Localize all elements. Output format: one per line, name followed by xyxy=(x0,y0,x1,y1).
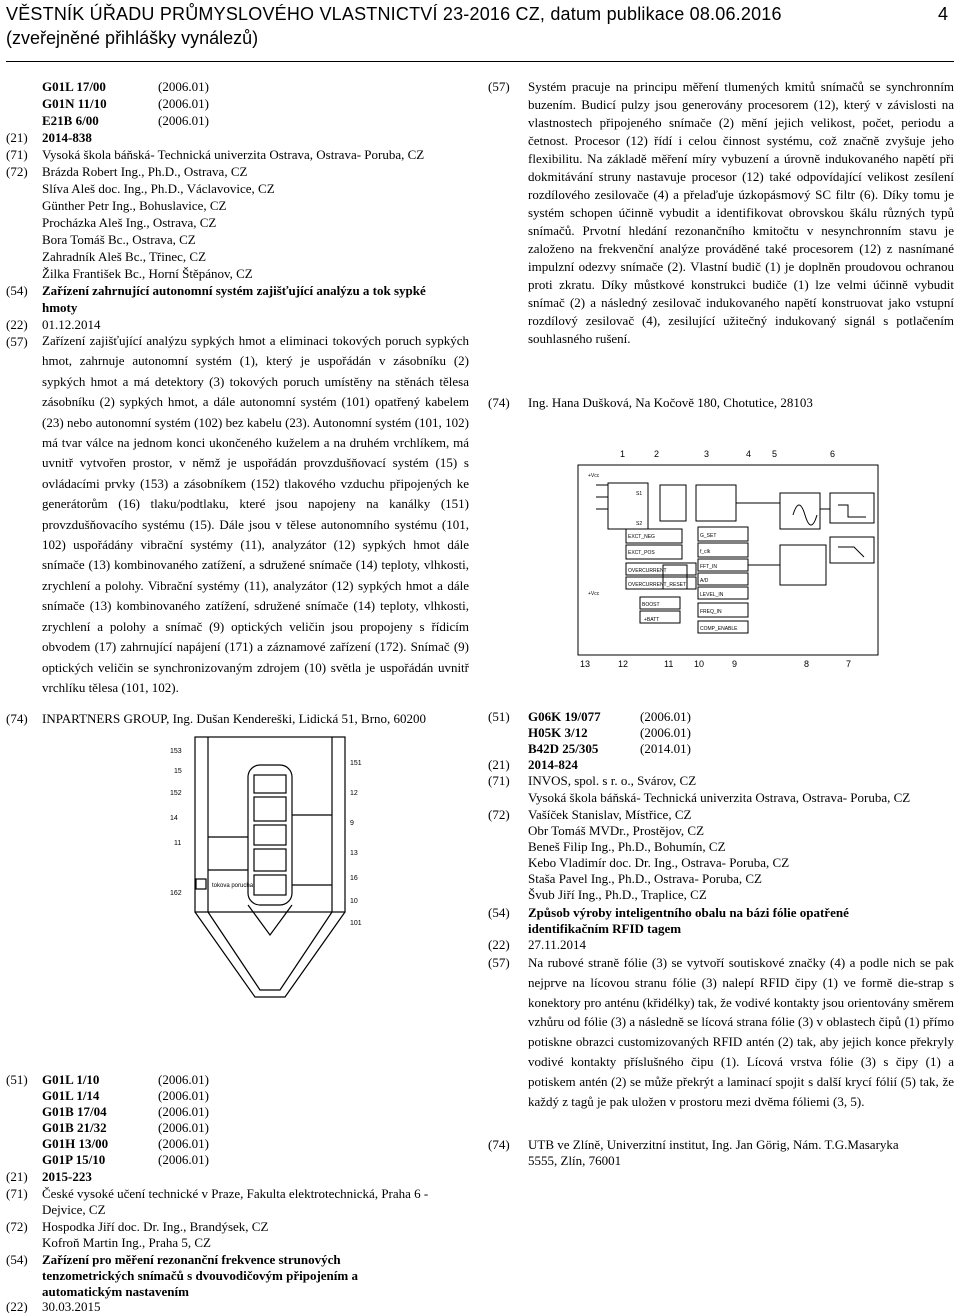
ipc-version: (2006.01) xyxy=(158,1120,209,1135)
figure-label: 16 xyxy=(350,875,358,882)
page-number: 4 xyxy=(937,4,948,24)
applicant: INVOS, spol. s r. o., Svárov, CZ xyxy=(528,773,697,788)
ipc-code: G01H 13/00 xyxy=(42,1136,109,1151)
inventor: Obr Tomáš MVDr., Prostějov, CZ xyxy=(528,823,705,838)
inventor: Brázda Robert Ing., Ph.D., Ostrava, CZ xyxy=(42,164,248,179)
figure-caption: tokova porucha xyxy=(212,883,254,889)
circuit-figure xyxy=(568,445,896,670)
applicant: Dejvice, CZ xyxy=(42,1202,106,1217)
ipc-version: (2006.01) xyxy=(158,79,209,94)
block-label: FREQ_IN xyxy=(700,609,722,615)
block-label: FFT_IN xyxy=(700,564,717,570)
attorney: 5555, Zlín, 76001 xyxy=(528,1153,622,1168)
inventor: Švub Jiří Ing., Ph.D., Traplice, CZ xyxy=(528,887,707,902)
bulletin-title: VĚSTNÍK ÚŘADU PRŮMYSLOVÉHO VLASTNICTVÍ 23-2016 CZ, datum publikace 08.06.2016 xyxy=(6,4,782,24)
field-code: (21) xyxy=(6,130,28,145)
ipc-version: (2006.01) xyxy=(158,1152,209,1167)
block-label: EXCT_POS xyxy=(628,550,655,556)
ipc-version: (2006.01) xyxy=(158,1104,209,1119)
ipc-code: G01L 1/10 xyxy=(42,1072,100,1087)
block-label: f_clk xyxy=(700,549,711,555)
figure-label: +Vcc xyxy=(588,591,600,597)
inventor: Kofroň Martin Ing., Praha 5, CZ xyxy=(42,1235,211,1250)
application-number: 2014-824 xyxy=(528,757,578,772)
inventor: Beneš Filip Ing., Ph.D., Bohumín, CZ xyxy=(528,839,726,854)
invention-title: Zařízení pro měření rezonanční frekvence strunových xyxy=(42,1252,341,1267)
figure-label: 13 xyxy=(350,850,358,857)
invention-title: hmoty xyxy=(42,300,78,315)
block-label: LEVEL_IN xyxy=(700,592,724,598)
ipc-code: G01L 1/14 xyxy=(42,1088,100,1103)
field-code: (74) xyxy=(488,395,510,410)
field-code: (21) xyxy=(6,1169,28,1184)
invention-title: identifikačním RFID tagem xyxy=(528,921,682,936)
invention-title: tenzometrických snímačů s dvouvodičovým připojením a xyxy=(42,1268,358,1283)
field-code: (72) xyxy=(6,1219,28,1234)
ipc-code: G01L 17/00 xyxy=(42,79,106,94)
figure-label: 2 xyxy=(654,449,660,459)
figure-label: 15 xyxy=(174,768,182,775)
ipc-version: (2006.01) xyxy=(158,96,209,111)
applicant: Vysoká škola báňská- Technická univerzita Ostrava, Ostrava- Poruba, CZ xyxy=(42,147,425,162)
applicant: Vysoká škola báňská- Technická univerzita Ostrava, Ostrava- Poruba, CZ xyxy=(528,790,911,805)
field-code: (51) xyxy=(6,1072,28,1087)
field-code: (71) xyxy=(488,773,510,788)
ipc-version: (2006.01) xyxy=(158,1088,209,1103)
figure-label: S1 xyxy=(636,491,643,497)
field-code: (57) xyxy=(6,334,28,349)
block-label: OVERCURRENT_RESET xyxy=(628,582,687,588)
application-number: 2015-223 xyxy=(42,1169,92,1184)
figure-label: 11 xyxy=(664,659,674,669)
block-label: EXCT_NEG xyxy=(628,534,655,540)
field-code: (51) xyxy=(488,709,510,724)
field-code: (22) xyxy=(6,1299,28,1313)
ipc-code: G01P 15/10 xyxy=(42,1152,106,1167)
figure-label: 10 xyxy=(350,898,358,905)
ipc-code: G01B 21/32 xyxy=(42,1120,107,1135)
figure-label: 9 xyxy=(732,659,738,669)
filing-date: 27.11.2014 xyxy=(528,937,587,952)
block-label: BOOST xyxy=(642,602,660,608)
field-code: (71) xyxy=(6,147,28,162)
ipc-code: E21B 6/00 xyxy=(42,113,99,128)
attorney: INPARTNERS GROUP, Ing. Dušan Kendereški, Lidická 51, Brno, 60200 xyxy=(42,711,427,726)
figure-label: 9 xyxy=(350,820,354,827)
inventor: Vašíček Stanislav, Místřice, CZ xyxy=(528,807,692,822)
inventor: Slíva Aleš doc. Ing., Ph.D., Václavovice, CZ xyxy=(42,181,275,196)
inventor: Bora Tomáš Bc., Ostrava, CZ xyxy=(42,232,196,247)
figure-label: 5 xyxy=(772,449,778,459)
field-code: (54) xyxy=(6,283,28,298)
inventor: Hospodka Jiří doc. Dr. Ing., Brandýsek, CZ xyxy=(42,1219,269,1234)
attorney: Ing. Hana Dušková, Na Kočově 180, Chotutice, 28103 xyxy=(528,395,813,410)
inventor: Procházka Aleš Ing., Ostrava, CZ xyxy=(42,215,217,230)
block-label: COMP_ENABLE xyxy=(700,626,738,632)
figure-label: 10 xyxy=(694,659,705,669)
inventor: Kebo Vladimír doc. Dr. Ing., Ostrava- Poruba, CZ xyxy=(528,855,790,870)
figure-label: 153 xyxy=(170,748,182,755)
field-code: (72) xyxy=(6,164,28,179)
bulletin-subtitle: (zveřejněné přihlášky vynálezů) xyxy=(6,28,259,48)
field-code: (22) xyxy=(6,317,28,332)
field-code: (22) xyxy=(488,937,510,952)
ipc-version: (2006.01) xyxy=(640,709,691,724)
figure-label: 13 xyxy=(580,659,591,669)
figure-label: S2 xyxy=(636,521,643,527)
inventor: Žilka František Bc., Horní Štěpánov, CZ xyxy=(42,266,253,281)
abstract: Systém pracuje na principu měření tlumených kmitů snímačů se synchronním buzením. Budicí pulzy jsou generovány procesorem (12), který v závislosti na vlastnostech připojeného snímače (2) mění jejich velikost, počet, periodu a četnost. Procesor (12) řídí i celou činnost systému, což značně zvyšuje jeho flexibilitu. Na základě měření míry vybuzení a úrovně indukovaného napětí při dokmitávání struny nastavuje procesor (12) také odpovídající velikost zesílení rozdílového zesilovače (4) a přelaďuje úzkopásmový SC filtr (6). Díky tomu je systém schopen účinně vybudit a identifikovat obrovskou škálu různých typů snímačů. Prvotní hledání rezonančního kmitočtu v nesynchronním stavu je založeno na frekvenční analýze prováděné také procesorem (12) z nasnímané impulzní odezvy snímače (2). Vlastní budič (1) je doplněn proudovou ochranou proti zkratu. Díky můstkové konstrukci budiče (1) lze velmi účinně vybudit snímač (2) a následný zesilovač indukovaného napětí konstruovat jako vstupní rozdílový zesilovač (4), zesilující užitečný indukovaný signál s potlačením souhlasného rušení. xyxy=(528,79,954,346)
inventor: Zahradník Aleš Bc., Třinec, CZ xyxy=(42,249,207,264)
inventor: Staša Pavel Ing., Ph.D., Ostrava- Poruba, CZ xyxy=(528,871,762,886)
filing-date: 30.03.2015 xyxy=(42,1299,101,1313)
ipc-version: (2006.01) xyxy=(158,1072,209,1087)
figure-label: 1 xyxy=(620,449,626,459)
ipc-code: H05K 3/12 xyxy=(528,725,588,740)
ipc-version: (2006.01) xyxy=(158,113,209,128)
abstract: Zařízení zajišťující analýzu sypkých hmot a eliminaci tokových poruch sypkých hmot, zahrnuje autonomní systém (1), který je uspořádán v zásobníku (2) sypkých hmot a má detektory (3) tokových poruch umístěny na stěnách tělesa zásobníku (2) sypkých hmot, a dále autonomní systém (101) opatřený kabelem (23) nebo autonomní systém (102) bez kabelu (23). Autonomní systém (101, 102) má tvar válce na jednom konci ukončeného kuželem a na druhém vrchlíkem, má uvnitř vytvořen prostor, v němž je uspořádán provzdušňovací systém (15) s ovládacími prvky (153) a zásobníkem (152) tlakového vzduchu připojených ke generátorům (16) tlaku/podtlaku, které jsou napojeny na kanálky (151) provzdušňovacího systému (15). Dále jsou v tělese autonomního systému (101, 102) uspořádány vibrační systémy (11), analyzátor (12) sypkých hmot dále snímače (13) kombinovaného zatížení, a sdružené snímače (14) teploty, vlhkosti, zrychlení a polohy. Vibrační systémy (11), analyzátor (12) sypkých hmot a dále snímače (13) kombinovaného zatížení, sdružené snímače (14) teploty, vlhkosti, zrychlení a polohy a snímač (9) optických veličin jsou propojeny s řídicím obvodem (17) zahrnující napájení (171) a záznamové zařízení (172). Snímač (9) optických veličin se synchronizovaným zdrojem (10) světla je uspořádán uvnitř vrchlíku tělesa (101, 102). xyxy=(42,333,469,695)
block-label: OVERCURRENT xyxy=(628,568,667,574)
field-code: (21) xyxy=(488,757,510,772)
inventor: Günther Petr Ing., Bohuslavice, CZ xyxy=(42,198,227,213)
figure-label: 101 xyxy=(350,920,362,927)
field-code: (72) xyxy=(488,807,510,822)
invention-title: automatickým nastavením xyxy=(42,1284,189,1299)
invention-title: Zařízení zahrnující autonomní systém zajišťující analýzu a tok sypké xyxy=(42,283,426,298)
block-label: G_SET xyxy=(700,533,717,539)
block-label: A/D xyxy=(700,578,709,584)
attorney: UTB ve Zlíně, Univerzitní institut, Ing. Jan Görig, Nám. T.G.Masaryka xyxy=(528,1137,899,1152)
figure-label: 4 xyxy=(746,449,752,459)
filing-date: 01.12.2014 xyxy=(42,317,101,332)
field-code: (54) xyxy=(488,905,510,920)
application-number: 2014-838 xyxy=(42,130,92,145)
figure-label: 11 xyxy=(174,840,182,847)
field-code: (54) xyxy=(6,1252,28,1267)
ipc-code: G06K 19/077 xyxy=(528,709,601,724)
ipc-version: (2006.01) xyxy=(158,1136,209,1151)
invention-title: Způsob výroby inteligentního obalu na bázi fólie opatřené xyxy=(528,905,849,920)
ipc-version: (2014.01) xyxy=(640,741,691,756)
figure-label: 151 xyxy=(350,760,362,767)
field-code: (71) xyxy=(6,1186,28,1201)
figure-label: 7 xyxy=(846,659,852,669)
silo-figure xyxy=(150,735,390,1005)
field-code: (57) xyxy=(488,955,510,970)
figure-label: +BATT xyxy=(644,617,660,623)
field-code: (74) xyxy=(488,1137,510,1152)
figure-label: 152 xyxy=(170,790,182,797)
figure-label: 3 xyxy=(704,449,710,459)
figure-label: 8 xyxy=(804,659,810,669)
ipc-code: G01N 11/10 xyxy=(42,96,107,111)
abstract: Na rubové straně fólie (3) se vytvoří soutiskové značky (4) a podle nich se pak nejprve na lícovou stranu fólie (3) nalepí RFID čipy (1) ve formě die-strap s konektory pro anténu (křidélky) tak, že vodivé kontakty jsou orientovány směrem vzhůru od fólie (3) a následně se lícová strana fólie (3) v oblastech čipů (1) přímo potiskne obrazci customizovaných RFID antén (2) tak, aby jejich konce překryly vodivé kontakty příslušného čipu (1). Lícová vrstva fólie (3) s čipy (1) a potiskem antén (2) se může překrýt a laminací spojit s další krycí fólií (5) tak, že každý z tagů je pak uložen v prostoru mezi dvěma fóliemi (3, 5). xyxy=(528,955,954,1109)
figure-label: 14 xyxy=(170,815,178,822)
ipc-version: (2006.01) xyxy=(640,725,691,740)
field-code: (57) xyxy=(488,79,510,94)
figure-label: 162 xyxy=(170,890,182,897)
ipc-code: B42D 25/305 xyxy=(528,741,599,756)
ipc-code: G01B 17/04 xyxy=(42,1104,107,1119)
applicant: České vysoké učení technické v Praze, Fakulta elektrotechnická, Praha 6 - xyxy=(42,1186,429,1201)
page-header xyxy=(6,0,954,62)
figure-label: 12 xyxy=(350,790,358,797)
figure-label: 12 xyxy=(618,659,629,669)
field-code: (74) xyxy=(6,711,28,726)
figure-label: 6 xyxy=(830,449,836,459)
figure-label: +Vcc xyxy=(588,473,600,479)
